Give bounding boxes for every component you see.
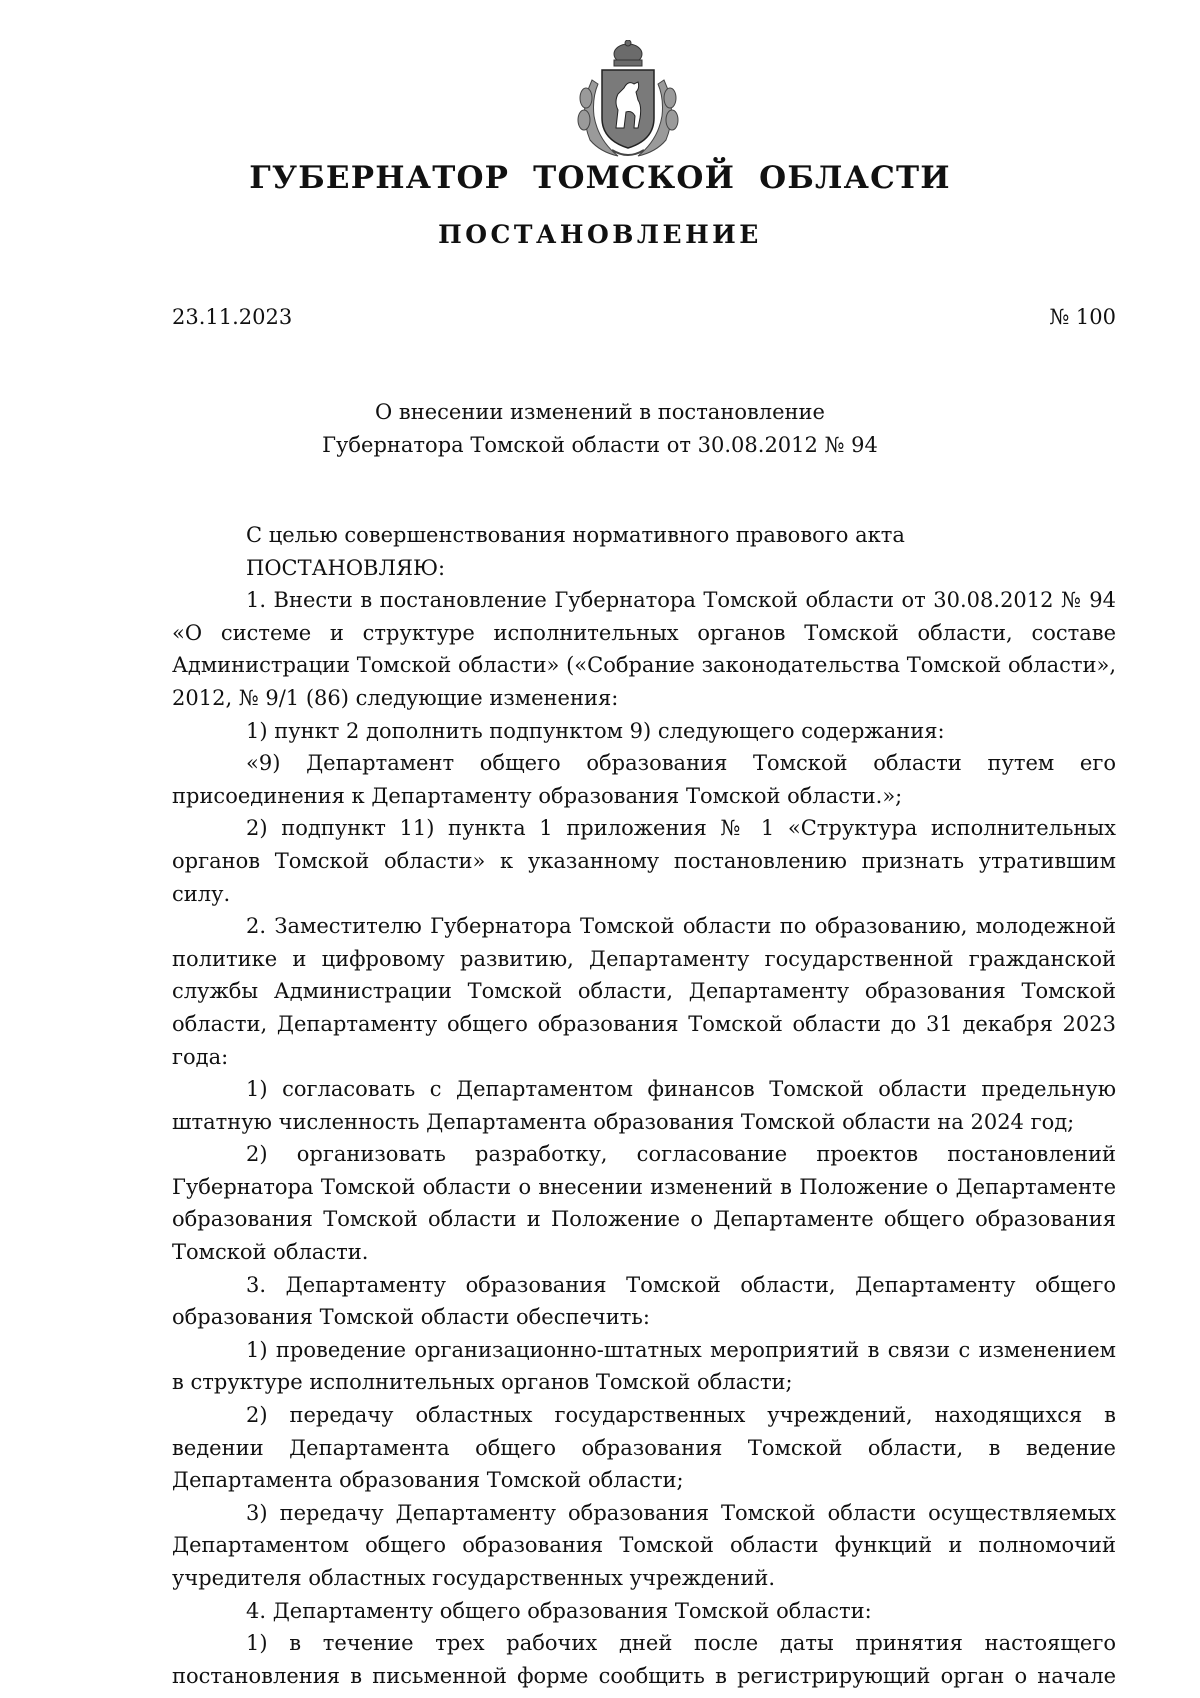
paragraph-item-1-1-text: «9) Департамент общего образования Томской области путем его присоединения к Департаменту образования Томской области.»;	[172, 751, 1116, 808]
paragraph-item-1: 1. Внести в постановление Губернатора Томской области от 30.08.2012 № 94 «О системе и структуре исполнительных органов Томской области, составе Администрации Томской области» («Собрание законодательства Томской области», 2012, № 9/1 (86) следующие изменения:	[172, 588, 1116, 710]
document-type: ПОСТАНОВЛЕНИЕ	[438, 220, 762, 249]
paragraph-item-1-1: 1) пункт 2 дополнить подпунктом 9) следующего содержания:	[246, 718, 945, 743]
paragraph-item-4-1: 1) в течение трех рабочих дней после даты принятия настоящего постановления в письменной форме сообщить в регистрирующий орган о начале	[172, 1631, 1116, 1688]
document-date: 23.11.2023	[172, 305, 293, 329]
document-body	[172, 519, 1116, 1692]
paragraph-purpose: С целью совершенствования нормативного правового акта	[246, 523, 905, 547]
subject-line-2: Губернатора Томской области от 30.08.2012 № 94	[322, 433, 878, 457]
document-subject	[0, 396, 1200, 462]
document-number: № 100	[1049, 305, 1116, 329]
paragraph-item-3-1: 1) проведение организационно-штатных мероприятий в связи с изменением в структуре исполнительных органов Томской области;	[172, 1337, 1116, 1395]
paragraph-item-3-3: 3) передачу Департаменту образования Томской области осуществляемых Департаментом общего образования Томской области функций и полномочий учредителя областных государственных учреждений.	[172, 1500, 1116, 1590]
paragraph-decree: ПОСТАНОВЛЯЮ:	[246, 555, 446, 580]
paragraph-item-2: 2. Заместителю Губернатора Томской области по образованию, молодежной политике и цифровому развитию, Департаменту государственной гражданской службы Администрации Томской области, Департаменту образования Томской области, Департаменту общего образования Томской области до 31 декабря 2023 года:	[172, 914, 1116, 1069]
tomsk-coat-of-arms-icon	[572, 40, 684, 160]
paragraph-item-3-2: 2) передачу областных государственных учреждений, находящихся в ведении Департамента общего образования Томской области, в ведение Департамента образования Томской области;	[172, 1403, 1116, 1493]
paragraph-item-2-1: 1) согласовать с Департаментом финансов Томской области предельную штатную численность Департамента образования Томской области на 2024 год;	[172, 1077, 1116, 1134]
paragraph-item-3: 3. Департаменту образования Томской области, Департаменту общего образования Томской области обеспечить:	[172, 1272, 1116, 1330]
paragraph-item-4: 4. Департаменту общего образования Томской области:	[246, 1598, 872, 1623]
subject-line-1: О внесении изменений в постановление	[375, 400, 825, 424]
paragraph-item-2-2: 2) организовать разработку, согласование проектов постановлений Губернатора Томской области о внесении изменений в Положение о Департаменте образования Томской области и Положение о Департаменте общего образования Томской области.	[172, 1142, 1116, 1265]
paragraph-item-1-2: 2) подпункт 11) пункта 1 приложения № 1 «Структура исполнительных органов Томской области» к указанному постановлению признать утратившим силу.	[172, 816, 1116, 906]
issuer-title: ГУБЕРНАТОР ТОМСКОЙ ОБЛАСТИ	[249, 160, 951, 196]
